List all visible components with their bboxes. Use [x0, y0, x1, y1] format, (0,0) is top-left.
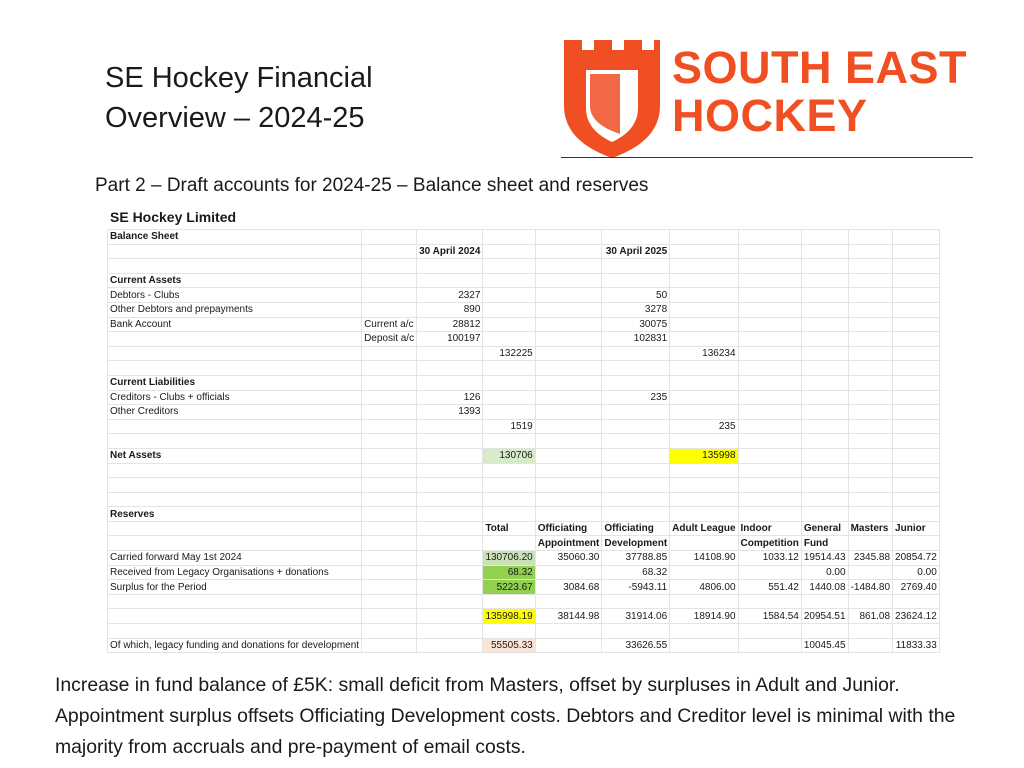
reserves-label: Reserves: [108, 507, 362, 522]
lr-general: 0.00: [801, 565, 848, 580]
bank-account-label: Bank Account: [108, 317, 362, 332]
hdr-junior: Junior: [893, 521, 940, 536]
other-debtors-2025: 3278: [602, 302, 670, 317]
sheet-company-title: SE Hockey Limited: [110, 209, 237, 225]
hdr-total: Total: [483, 521, 535, 536]
table-row: [108, 405, 940, 420]
hdr-officiating-appointment: Officiating: [535, 521, 602, 536]
sp-general: 1440.08: [801, 580, 848, 595]
surplus-label: Surplus for the Period: [108, 580, 362, 595]
carried-forward-label: Carried forward May 1st 2024: [108, 551, 362, 566]
date-2025: 30 April 2025: [602, 244, 670, 259]
cf-indoor: 1033.12: [738, 551, 801, 566]
logo-line2: HOCKEY: [672, 90, 868, 141]
lf-total: 55505.33: [483, 638, 535, 653]
summary-note: Increase in fund balance of £5K: small deficit from Masters, offset by surpluses in Adult and Junior. Appointment surplus offsets Officiating Development costs. Debtors and Creditor level is minimal with the majority from accruals and pre-payment of email costs.: [55, 674, 956, 758]
hdr2-development: Development: [602, 536, 670, 551]
sp-development: -5943.11: [602, 580, 670, 595]
creditors-label: Creditors - Clubs + officials: [108, 390, 362, 405]
sp-masters: -1484.80: [848, 580, 892, 595]
tot-masters: 861.08: [848, 609, 892, 624]
table-row: [108, 551, 940, 566]
lf-junior: 11833.33: [893, 638, 940, 653]
cf-development: 37788.85: [602, 551, 670, 566]
sheet-heading: Balance Sheet: [108, 230, 362, 245]
current-ac-2024: 28812: [417, 317, 483, 332]
table-row: [108, 507, 940, 522]
net-assets-2024: 130706: [483, 448, 535, 463]
liabilities-total-2025: 235: [670, 419, 738, 434]
table-row: [108, 565, 940, 580]
tot-appointment: 38144.98: [535, 609, 602, 624]
slide-subtitle: Part 2 – Draft accounts for 2024-25 – Balance sheet and reserves: [95, 175, 649, 196]
other-debtors-2024: 890: [417, 302, 483, 317]
reserves-header-row: [108, 521, 940, 536]
sp-appointment: 3084.68: [535, 580, 602, 595]
table-row: [108, 302, 940, 317]
debtors-2024: 2327: [417, 288, 483, 303]
cf-appointment: 35060.30: [535, 551, 602, 566]
lr-junior: 0.00: [893, 565, 940, 580]
sp-indoor: 551.42: [738, 580, 801, 595]
table-row: [108, 317, 940, 332]
hdr-officiating-development: Officiating: [602, 521, 670, 536]
current-assets-total-2025: 136234: [670, 346, 738, 361]
date-2024: 30 April 2024: [417, 244, 483, 259]
reserves-total-row: [108, 609, 940, 624]
cf-general: 19514.43: [801, 551, 848, 566]
tot-indoor: 1584.54: [738, 609, 801, 624]
sp-junior: 2769.40: [893, 580, 940, 595]
tot-total: 135998.19: [483, 609, 535, 624]
lr-development: 68.32: [602, 565, 670, 580]
hdr-indoor: Indoor: [738, 521, 801, 536]
slide-title-line2: Overview – 2024-25: [105, 102, 365, 134]
deposit-ac-label: Deposit a/c: [362, 332, 417, 347]
lf-general: 10045.45: [801, 638, 848, 653]
hdr2-appointment: Appointment: [535, 536, 602, 551]
table-row: [108, 448, 940, 463]
deposit-ac-2025: 102831: [602, 332, 670, 347]
legacy-funding-label: Of which, legacy funding and donations for development: [108, 638, 362, 653]
table-row: [108, 375, 940, 390]
net-assets-2025: 135998: [670, 448, 738, 463]
table-row: [108, 288, 940, 303]
table-row: [108, 390, 940, 405]
castle-shield-icon: [560, 36, 664, 160]
table-row: [108, 244, 940, 259]
creditors-2024: 126: [417, 390, 483, 405]
cf-masters: 2345.88: [848, 551, 892, 566]
balance-sheet-grid: [107, 229, 940, 653]
logo-wordmark: [672, 44, 967, 140]
hdr2-competition: Competition: [738, 536, 801, 551]
debtors-label: Debtors - Clubs: [108, 288, 362, 303]
current-ac-2025: 30075: [602, 317, 670, 332]
hdr2-fund: Fund: [801, 536, 848, 551]
tot-development: 31914.06: [602, 609, 670, 624]
reserves-header-row-2: [108, 536, 940, 551]
lf-development: 33626.55: [602, 638, 670, 653]
legacy-funding-row: [108, 638, 940, 653]
slide-title-line1: SE Hockey Financial: [105, 62, 373, 94]
sp-total: 5223.67: [483, 580, 535, 595]
logo-line1: SOUTH EAST: [672, 42, 968, 93]
creditors-2025: 235: [602, 390, 670, 405]
balance-sheet-spreadsheet: [107, 205, 937, 655]
other-debtors-label: Other Debtors and prepayments: [108, 302, 362, 317]
other-creditors-2024: 1393: [417, 405, 483, 420]
legacy-received-label: Received from Legacy Organisations + donations: [108, 565, 362, 580]
current-assets-label: Current Assets: [108, 273, 362, 288]
table-row: [108, 273, 940, 288]
header-divider: [561, 157, 973, 158]
current-ac-label: Current a/c: [362, 317, 417, 332]
table-row: [108, 346, 940, 361]
table-row: [108, 419, 940, 434]
table-row: [108, 230, 940, 245]
table-row: [108, 580, 940, 595]
table-row: [108, 332, 940, 347]
tot-adult-league: 18914.90: [670, 609, 738, 624]
net-assets-label: Net Assets: [108, 448, 362, 463]
south-east-hockey-logo: [560, 36, 980, 160]
debtors-2025: 50: [602, 288, 670, 303]
cf-total: 130706.20: [483, 551, 535, 566]
current-liabilities-label: Current Liabilities: [108, 375, 362, 390]
tot-general: 20954.51: [801, 609, 848, 624]
hdr-masters: Masters: [848, 521, 892, 536]
tot-junior: 23624.12: [893, 609, 940, 624]
sp-adult-league: 4806.00: [670, 580, 738, 595]
cf-adult-league: 14108.90: [670, 551, 738, 566]
hdr-general: General: [801, 521, 848, 536]
liabilities-total-2024: 1519: [483, 419, 535, 434]
hdr-adult-league: Adult League: [670, 521, 738, 536]
cf-junior: 20854.72: [893, 551, 940, 566]
deposit-ac-2024: 100197: [417, 332, 483, 347]
other-creditors-label: Other Creditors: [108, 405, 362, 420]
slide-title: [105, 58, 373, 138]
lr-total: 68.32: [483, 565, 535, 580]
current-assets-total-2024: 132225: [483, 346, 535, 361]
